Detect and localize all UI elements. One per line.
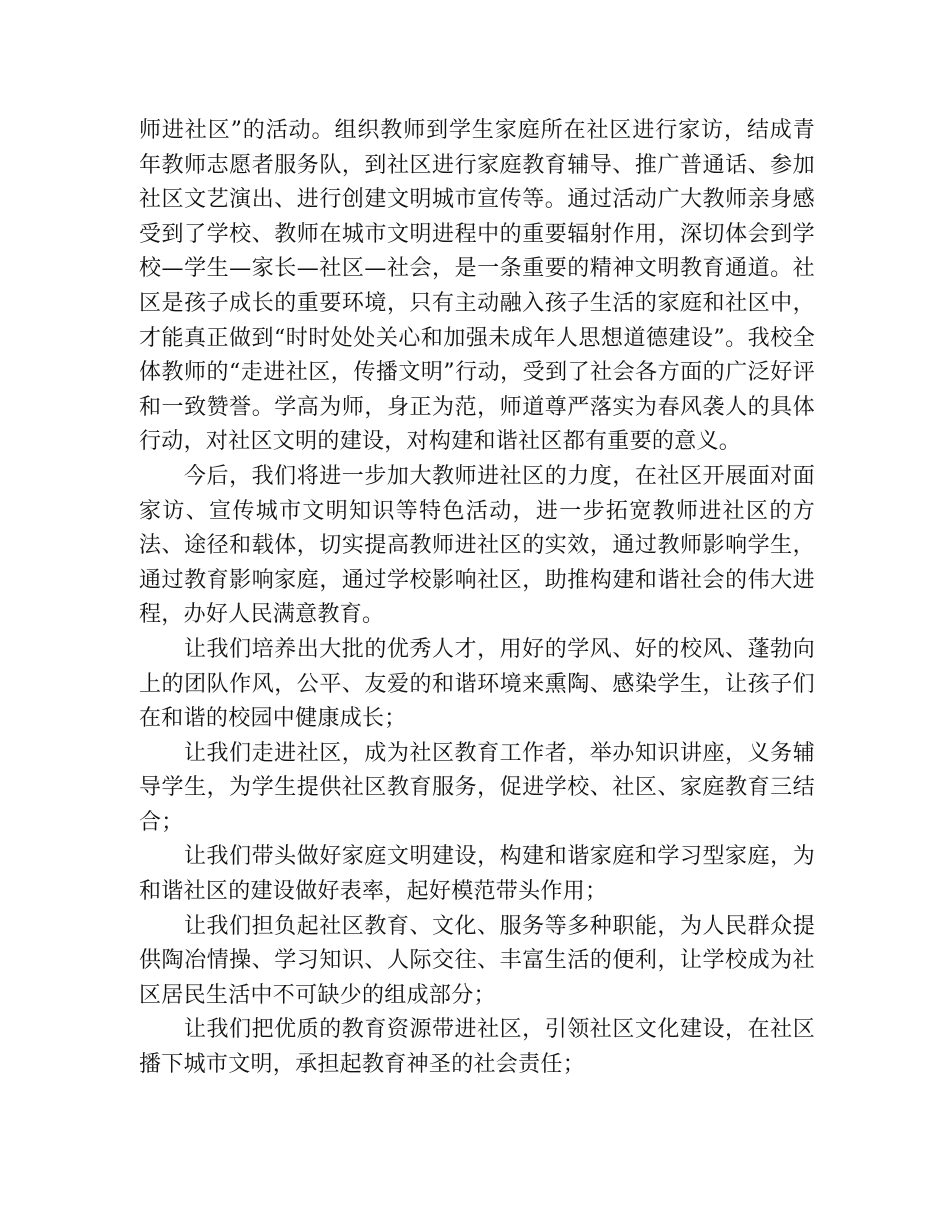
paragraph-community-functions: 让我们担负起社区教育、文化、服务等多种职能，为人民群众提供陶冶情操、学习知识、人际交往、丰富生活的便利，让学校成为社区居民生活中不可缺少的组成部分； — [139, 913, 815, 1008]
paragraph-family-civilization: 让我们带头做好家庭文明建设，构建和谐家庭和学习型家庭，为和谐社区的建设做好表率，起好模范带头作用； — [139, 844, 815, 905]
paragraph-education-resources: 让我们把优质的教育资源带进社区，引领社区文化建设，在社区播下城市文明，承担起教育神圣的社会责任； — [139, 1017, 815, 1078]
document-body — [139, 114, 815, 1083]
paragraph-future-plans: 今后，我们将进一步加大教师进社区的力度，在社区开展面对面家访、宣传城市文明知识等特色活动，进一步拓宽教师进社区的方法、途径和载体，切实提高教师进社区的实效，通过教师影响学生，通过教育影响家庭，通过学校影响社区，助推构建和谐社会的伟大进程，办好人民满意教育。 — [139, 463, 815, 628]
paragraph-continued: 师进社区”的活动。组织教师到学生家庭所在社区进行家访，结成青年教师志愿者服务队，到社区进行家庭教育辅导、推广普通话、参加社区文艺演出、进行创建文明城市宣传等。通过活动广大教师亲身感受到了学校、教师在城市文明进程中的重要辐射作用，深切体会到学校—学生—家长—社区—社会，是一条重要的精神文明教育通道。社区是孩子成长的重要环境，只有主动融入孩子生活的家庭和社区中，才能真正做到“时时处处关心和加强未成年人思想道德建设”。我校全体教师的“走进社区，传播文明”行动，受到了社会各方面的广泛好评和一致赞誉。学高为师，身正为范，师道尊严落实为春风袭人的具体行动，对社区文明的建设，对构建和谐社区都有重要的意义。 — [139, 118, 815, 455]
paragraph-talent-cultivation: 让我们培养出大批的优秀人才，用好的学风、好的校风、蓬勃向上的团队作风，公平、友爱的和谐环境来熏陶、感染学生，让孩子们在和谐的校园中健康成长； — [139, 636, 815, 732]
paragraph-enter-community: 让我们走进社区，成为社区教育工作者，举办知识讲座，义务辅导学生，为学生提供社区教育服务，促进学校、社区、家庭教育三结合； — [139, 740, 815, 835]
